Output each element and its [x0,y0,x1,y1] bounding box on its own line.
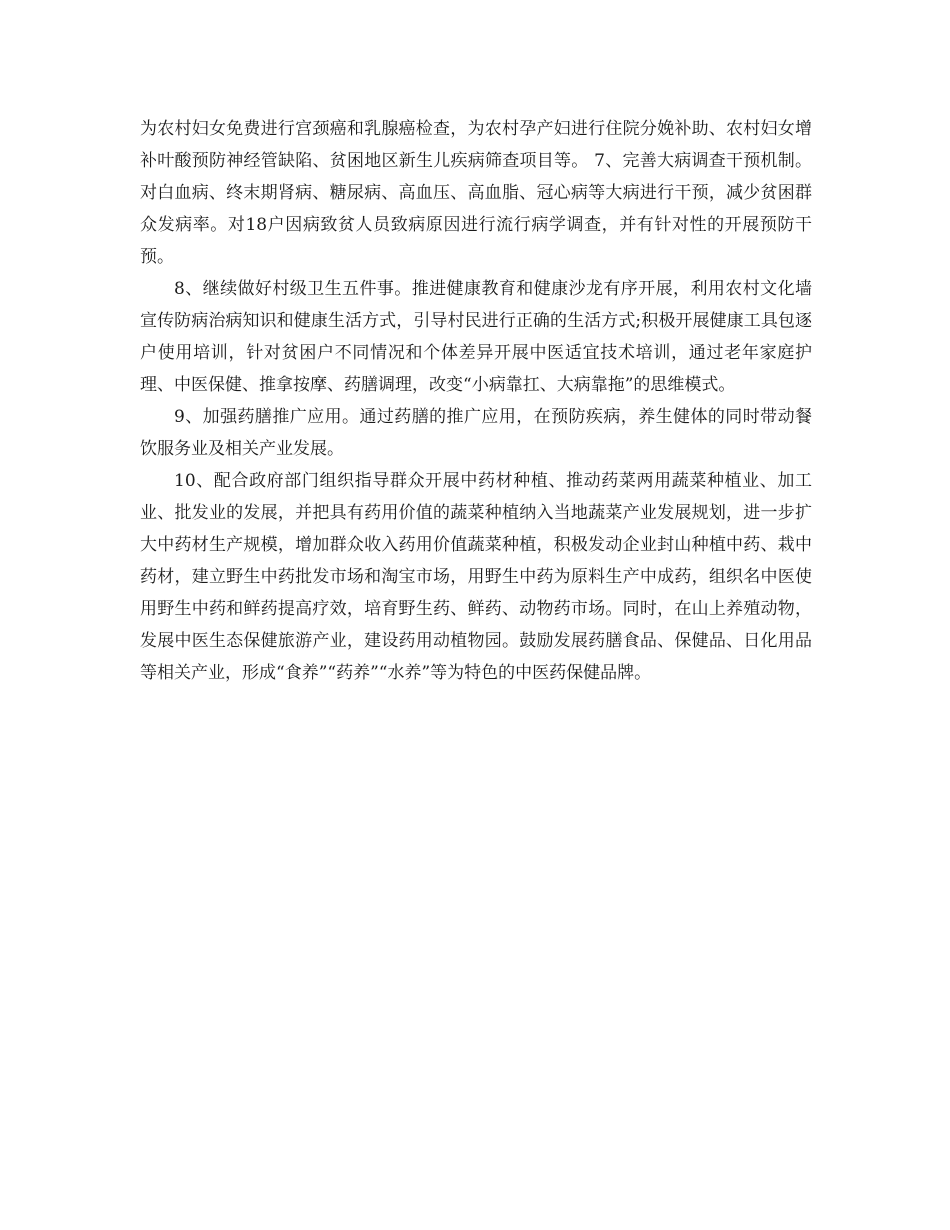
paragraph-item-8: 8、继续做好村级卫生五件事。推进健康教育和健康沙龙有序开展，利用农村文化墙宣传防病治病知识和健康生活方式，引导村民进行正确的生活方式;积极开展健康工具包逐户使用培训，针对贫困户不同情况和个体差异开展中医适宜技术培训，通过老年家庭护理、中医保健、推拿按摩、药膳调理，改变“小病靠扛、大病靠拖”的思维模式。 [140,279,812,395]
paragraph-item-10: 10、配合政府部门组织指导群众开展中药材种植、推动药菜两用蔬菜种植业、加工业、批发业的发展，并把具有药用价值的蔬菜种植纳入当地蔬菜产业发展规划，进一步扩大中药材生产规模，增加群众收入药用价值蔬菜种植，积极发动企业封山种植中药、栽中药材，建立野生中药批发市场和淘宝市场，用野生中药为原料生产中成药，组织名中医使用野生中药和鲜药提高疗效，培育野生药、鲜药、动物药市场。同时，在山上养殖动物，发展中医生态保健旅游产业，建设药用动植物园。鼓励发展药膳食品、保健品、日化用品等相关产业，形成“食养”“药养”“水养”等为特色的中医药保健品牌。 [140,471,812,683]
paragraph-item-9: 9、加强药膳推广应用。通过药膳的推广应用，在预防疾病，养生健体的同时带动餐饮服务业及相关产业发展。 [140,407,812,459]
paragraph-continuation: 为农村妇女免费进行宫颈癌和乳腺癌检查，为农村孕产妇进行住院分娩补助、农村妇女增补叶酸预防神经管缺陷、贫困地区新生儿疾病筛查项目等。 7、完善大病调查干预机制。对白血病、终末期肾病、糖尿病、高血压、高血脂、冠心病等大病进行干预，减少贫困群众发病率。对18户因病致贫人员致病原因进行流行病学调查，并有针对性的开展预防干预。 [140,119,812,267]
document-body [140,113,812,689]
